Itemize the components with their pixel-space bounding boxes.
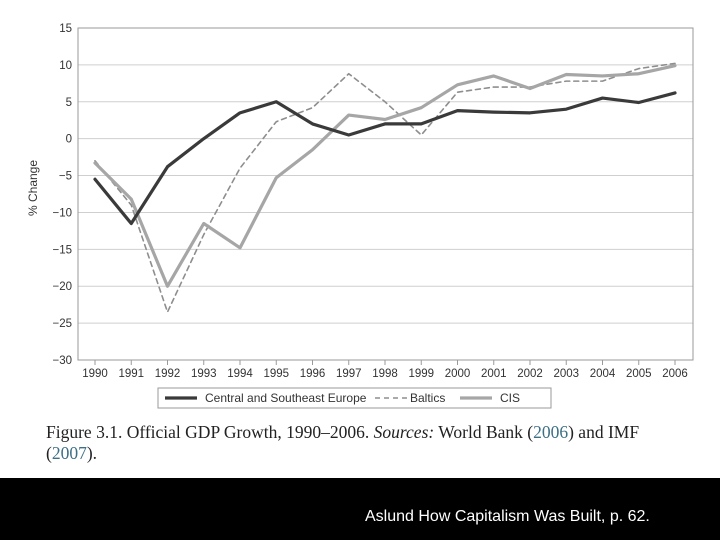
y-tick-label: −10: [52, 207, 72, 220]
y-tick-label: −25: [52, 318, 72, 331]
figure-caption: [46, 422, 686, 464]
caption-text-3: ).: [86, 443, 98, 463]
x-tick-label: 1995: [263, 368, 290, 380]
x-tick-label: 1994: [227, 368, 253, 380]
chart-legend: [158, 388, 551, 408]
x-tick-label: 2004: [589, 368, 616, 380]
y-tick-label: −30: [52, 355, 72, 367]
x-tick-label: 1992: [154, 368, 181, 380]
y-tick-label: 10: [59, 59, 72, 72]
slide-footer-credit: Aslund How Capitalism Was Built, p. 62.: [365, 508, 650, 525]
legend-label: Central and Southeast Europe: [205, 391, 367, 405]
series-line-central-and-southeast-europe: [95, 93, 675, 224]
x-tick-label: 1993: [190, 368, 217, 380]
x-tick-label: 2001: [480, 368, 507, 380]
y-tick-label: 0: [65, 133, 72, 146]
caption-text-2: ) and IMF (: [46, 422, 640, 463]
y-tick-label: −5: [58, 170, 72, 183]
x-tick-label: 1998: [372, 368, 398, 380]
legend-label: CIS: [500, 391, 521, 405]
legend-label: Baltics: [410, 391, 446, 405]
x-tick-label: 1991: [118, 368, 145, 380]
x-tick-label: 1999: [408, 368, 435, 380]
caption-title: Figure 3.1. Official GDP Growth, 1990–2006.: [46, 422, 374, 442]
series-line-baltics: [95, 63, 675, 312]
x-tick-label: 1997: [335, 368, 362, 380]
x-tick-label: 2005: [625, 368, 652, 380]
x-tick-label: 2003: [553, 368, 580, 380]
caption-text-1: World Bank (: [434, 422, 534, 442]
plot-area-frame: [78, 28, 693, 360]
x-tick-label: 1996: [299, 368, 326, 380]
x-tick-label: 2002: [517, 368, 543, 380]
x-tick-label: 2000: [444, 368, 471, 380]
y-tick-label: 15: [59, 23, 72, 35]
x-tick-label: 1990: [82, 368, 108, 380]
y-tick-label: −20: [52, 281, 72, 294]
y-axis-label: % Change: [26, 159, 40, 217]
caption-reference-2006[interactable]: 2006: [533, 422, 569, 442]
caption-sources-label: Sources:: [373, 422, 435, 442]
y-tick-label: 5: [65, 96, 72, 109]
x-tick-label: 2006: [662, 368, 688, 380]
y-tick-label: −15: [52, 244, 72, 257]
caption-reference-2007[interactable]: 2007: [51, 443, 87, 463]
